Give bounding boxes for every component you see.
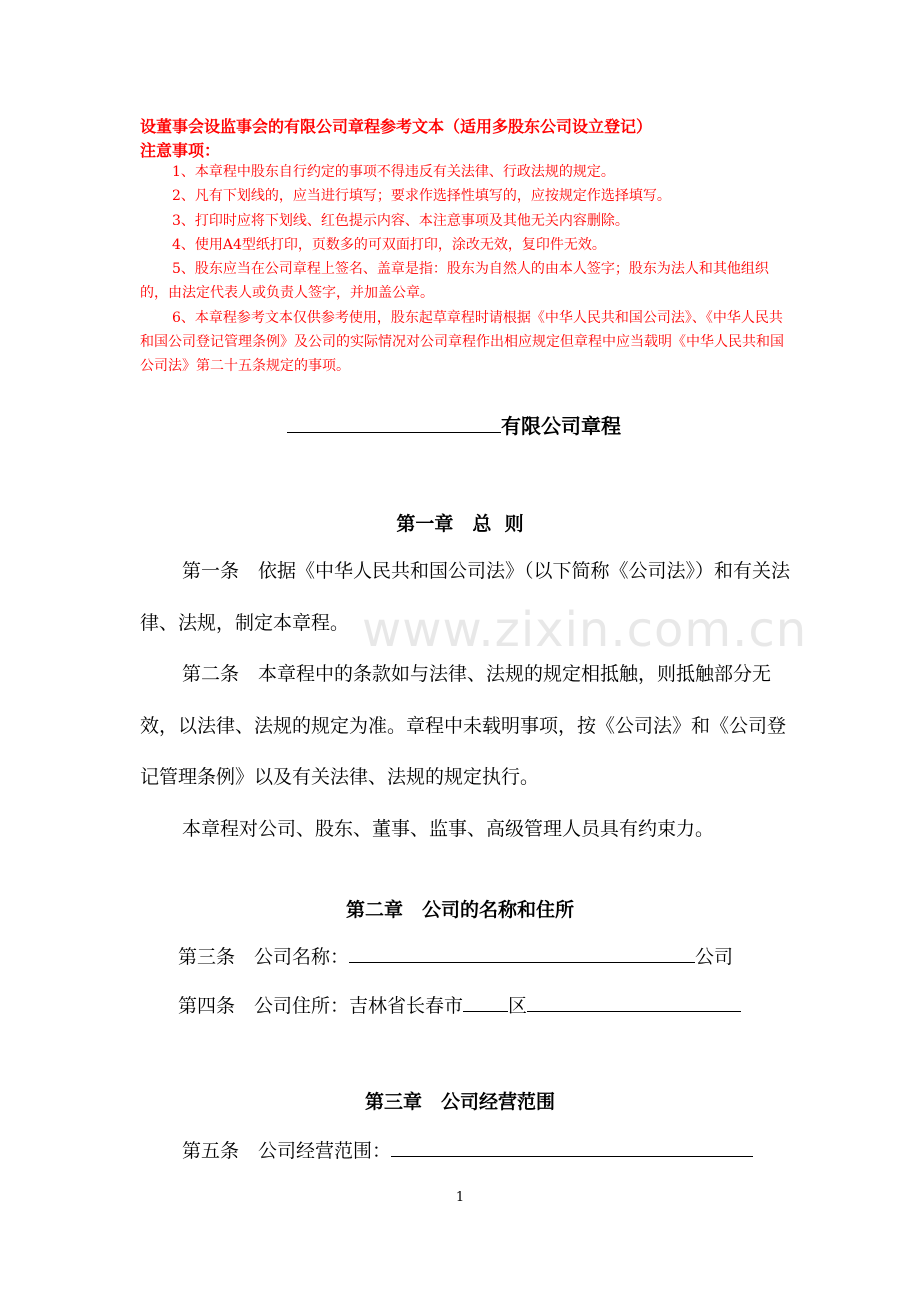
notice-item: 1、本章程中股东自行约定的事项不得违反有关法律、行政法规的规定。 (172, 164, 615, 180)
article-5 (182, 1136, 753, 1163)
company-name-field[interactable] (349, 944, 695, 963)
company-name-blank[interactable] (287, 414, 501, 433)
article-3-label: 第三条 公司名称： (178, 946, 350, 968)
binding-clause: 本章程对公司、股东、董事、监事、高级管理人员具有约束力。 (182, 817, 715, 840)
chapter-2-heading: 第二章 公司的名称和住所 (345, 899, 574, 921)
document-title-text: 有限公司章程 (501, 414, 621, 438)
chapter-1-heading: 第一章 总 则 (396, 513, 524, 535)
document-title (287, 410, 621, 439)
watermark: www.zixin.com.cn (362, 602, 808, 658)
notice-title: 设董事会设监事会的有限公司章程参考文本（适用多股东公司设立登记） (140, 117, 653, 136)
article-3-suffix: 公司 (695, 946, 734, 968)
notice-item: 6、本章程参考文本仅供参考使用，股东起草章程时请根据《中华人民共和国公司法》、《中华人民共和国公司登记管理条例》及公司的实际情况对公司章程作出相应规定但章程中应当载明《中华人民共和国公司法》第二十五条规定的事项。 (140, 309, 784, 375)
notice-item: 2、凡有下划线的，应当进行填写；要求作选择性填写的，应按规定作选择填写。 (172, 188, 671, 205)
business-scope-field[interactable] (391, 1138, 753, 1157)
page-number: 1 (455, 1190, 465, 1205)
notice-list (140, 160, 788, 379)
chapter-3-heading: 第三章 公司经营范围 (364, 1091, 555, 1113)
article-4-district: 区 (508, 995, 528, 1017)
article-2: 第二条 本章程中的条款如与法律、法规的规定相抵触，则抵触部分无效，以法律、法规的规定为准。章程中未载明事项，按《公司法》和《公司登记管理条例》以及有关法律、法规的规定执行。 (140, 663, 787, 788)
notice-item: 5、股东应当在公司章程上签名、盖章是指：股东为自然人的由本人签字；股东为法人和其他组织的，由法定代表人或负责人签字，并加盖公章。 (140, 261, 769, 302)
address-field[interactable] (527, 993, 741, 1012)
notice-item: 3、打印时应将下划线、红色提示内容、本注意事项及其他无关内容删除。 (172, 212, 629, 229)
notice-label: 注意事项： (140, 141, 221, 160)
article-1: 第一条 依据《中华人民共和国公司法》（以下简称《公司法》）和有关法律、法规，制定本章程。 (140, 560, 791, 634)
article-4 (178, 991, 741, 1018)
district-field[interactable] (463, 993, 508, 1012)
notice-item: 4、使用A4型纸打印，页数多的可双面打印，涂改无效，复印件无效。 (172, 236, 606, 253)
article-3 (178, 942, 733, 969)
article-5-label: 第五条 公司经营范围： (182, 1140, 392, 1162)
article-4-label: 第四条 公司住所：吉林省长春市 (178, 995, 464, 1017)
chapter-1-body (140, 546, 790, 855)
